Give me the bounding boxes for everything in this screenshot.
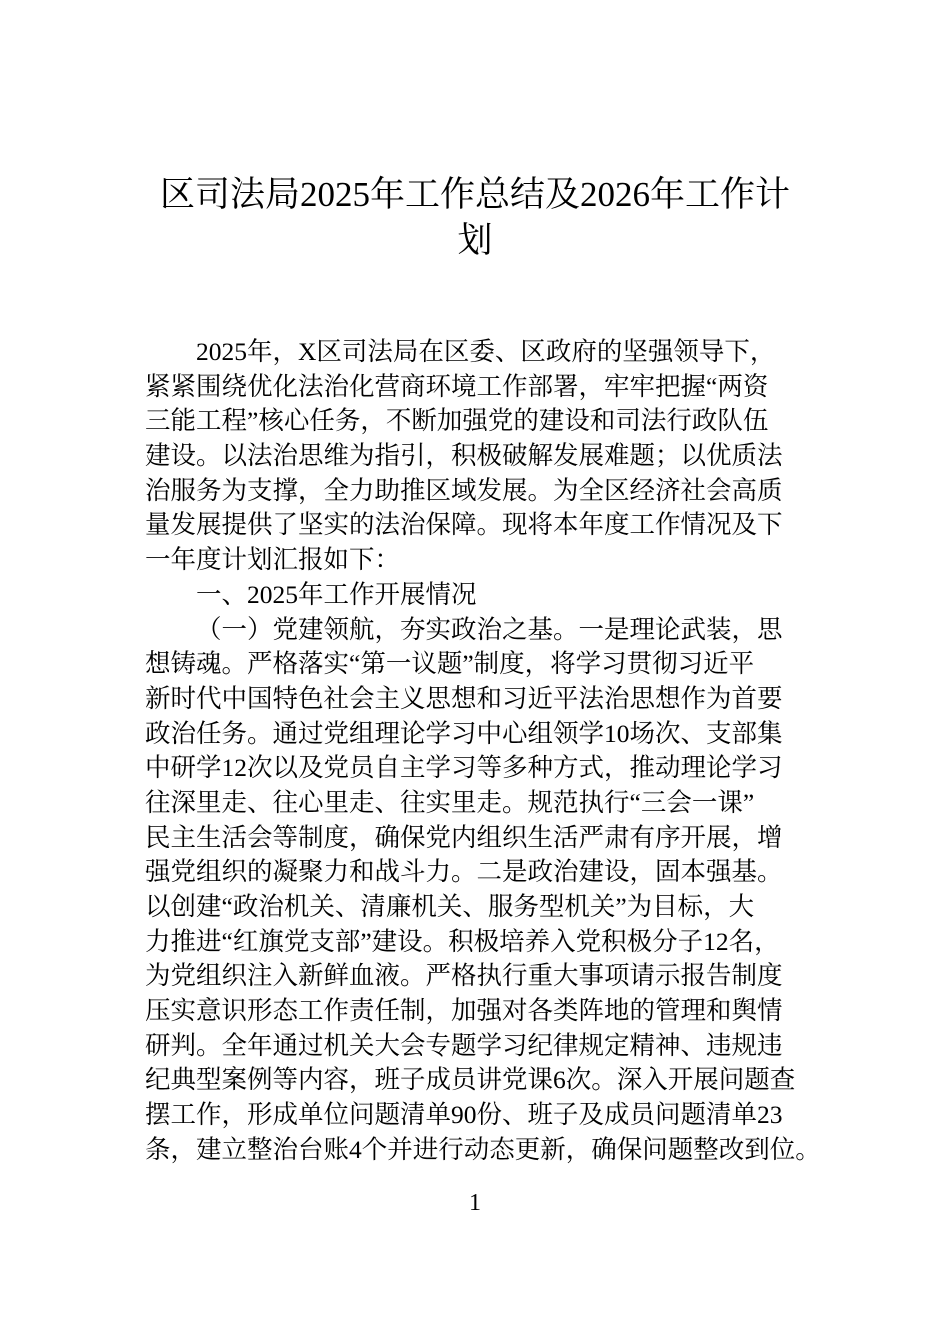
document-body	[145, 335, 825, 1168]
text-line: 以创建“政治机关、清廉机关、服务型机关”为目标，大	[145, 892, 755, 921]
text-line: 紧紧围绕优化法治化营商环境工作部署，牢牢把握“两资	[145, 371, 769, 401]
document-title-line-2: 划	[457, 221, 493, 260]
page-number: 1	[469, 1190, 481, 1216]
text-line: 中研学12次以及党员自主学习等多种方式，推动理论学习	[145, 753, 783, 783]
document-title-line-1: 区司法局2025年工作总结及2026年工作计	[159, 175, 790, 214]
text-line: 纪典型案例等内容，班子成员讲党课6次。深入开展问题查	[145, 1065, 796, 1095]
text-line: 治服务为支撑，全力助推区域发展。为全区经济社会高质	[145, 475, 783, 505]
text-line: 摆工作，形成单位问题清单90份、班子及成员问题清单23	[145, 1100, 783, 1130]
text-line: 2025年，X区司法局在区委、区政府的坚强领导下，	[196, 337, 776, 366]
paragraph	[145, 578, 825, 613]
text-line: 新时代中国特色社会主义思想和习近平法治思想作为首要	[145, 683, 783, 713]
text-line: 强党组织的凝聚力和战斗力。二是政治建设，固本强基。	[145, 857, 783, 887]
text-line: 往深里走、往心里走、往实里走。规范执行“三会一课”	[145, 787, 755, 817]
paragraph	[145, 335, 825, 578]
text-line: 压实意识形态工作责任制，加强对各类阵地的管理和舆情	[145, 996, 783, 1026]
text-line: 想铸魂。严格落实“第一议题”制度，将学习贯彻习近平	[145, 649, 755, 679]
text-line: 一年度计划汇报如下：	[145, 545, 401, 575]
text-line: 政治任务。通过党组理论学习中心组领学10场次、支部集	[145, 718, 783, 748]
paragraph	[145, 613, 825, 1168]
text-line: 建设。以法治思维为指引，积极破解发展难题；以优质法	[145, 441, 783, 471]
text-line: 条，建立整治台账4个并进行动态更新，确保问题整改到位。	[145, 1134, 821, 1164]
text-line: 一、2025年工作开展情况	[196, 579, 477, 609]
text-line: 三能工程”核心任务，不断加强党的建设和司法行政队伍	[145, 406, 769, 436]
text-line: 研判。全年通过机关大会专题学习纪律规定精神、违规违	[145, 1030, 783, 1060]
text-line: 为党组织注入新鲜血液。严格执行重大事项请示报告制度	[145, 961, 783, 991]
text-line: （一）党建领航，夯实政治之基。一是理论武装，思	[196, 614, 783, 644]
text-line: 民主生活会等制度，确保党内组织生活严肃有序开展，增	[145, 822, 783, 852]
text-line: 量发展提供了坚实的法治保障。现将本年度工作情况及下	[145, 510, 783, 540]
text-line: 力推进“红旗党支部”建设。积极培养入党积极分子12名，	[145, 926, 780, 956]
